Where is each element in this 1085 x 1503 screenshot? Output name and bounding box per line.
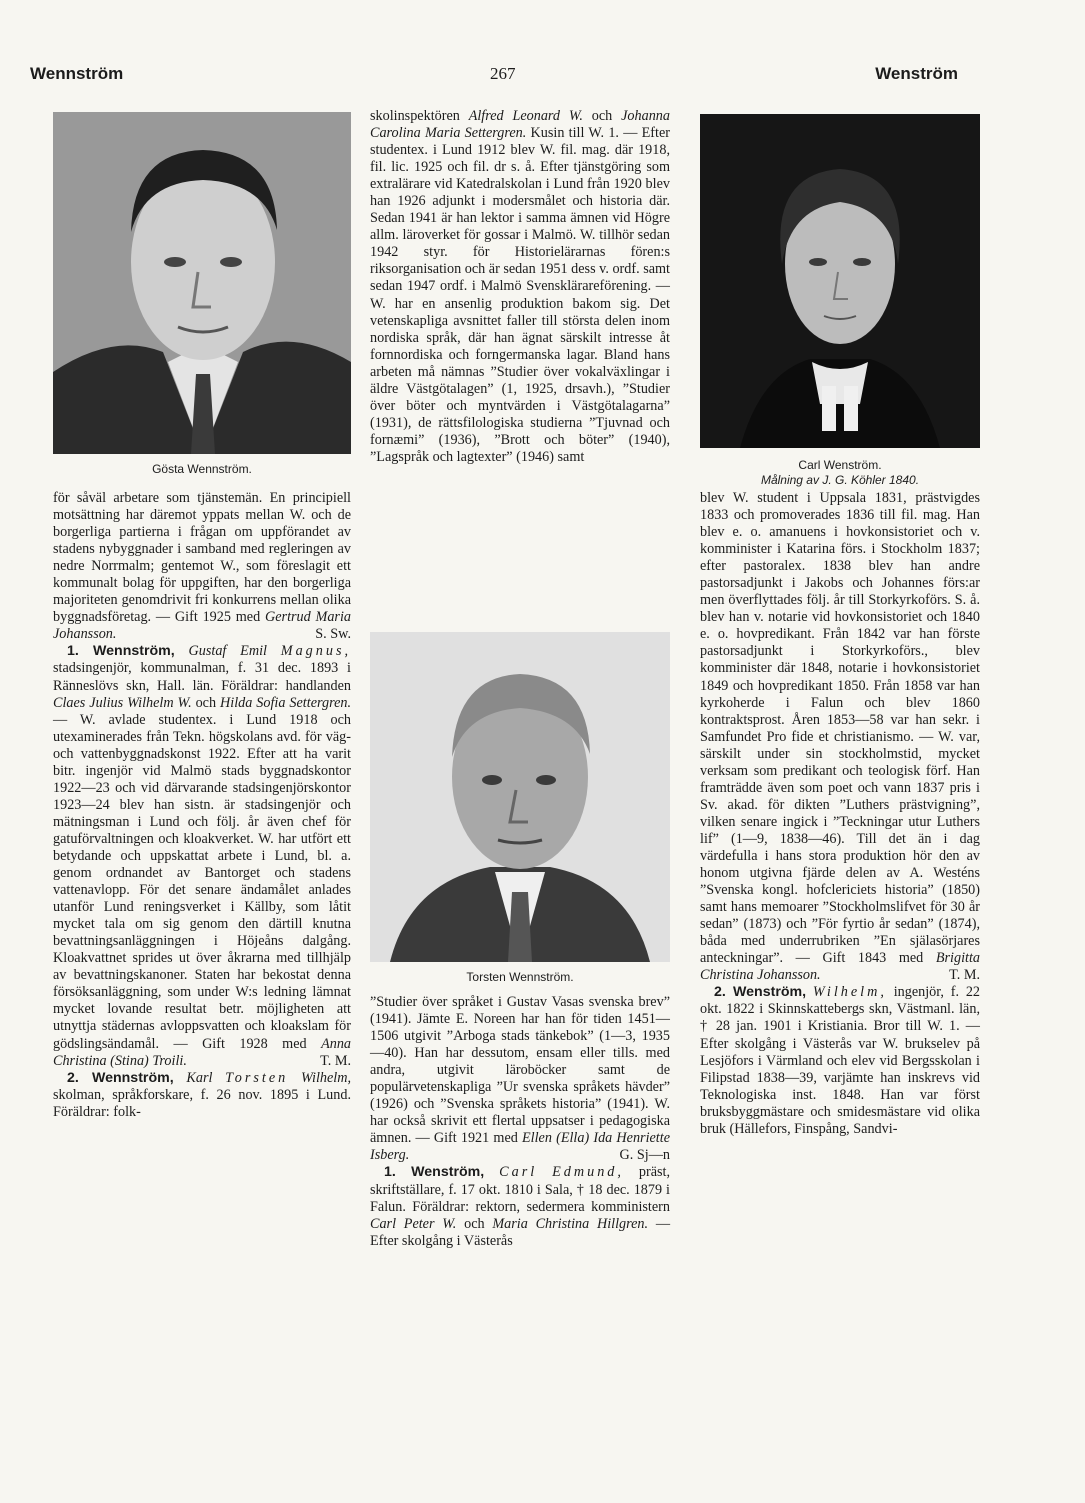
caption-carl (700, 458, 980, 488)
caption-torsten: Torsten Wennström. (466, 970, 574, 984)
running-head-left: Wennström (30, 64, 124, 83)
torsten-paragraph: skolinspektören Alfred Leonard W. och Johanna Carolina Maria Settergren. Kusin till W. 1. — Efter studentex. i Lund 1912 blev W. fil. mag. där 1918, fil. lic. 1925 och fil. dr s. å. Efter tjänstgöring som extralärare vid Katedralskolan i Lund från 1920 blev han 1926 adjunkt i modersmålet och historia där. Sedan 1941 är han lektor i samma ämnen vid Högre allm. läroverket för gossar i Malmö. W. tillhör sedan 1942 styr. för Historielärarnas fören:s riksorganisation och är sedan 1951 dess v. ordf. samt sedan 1947 ordf. i Malmö Svensklärareförening. — W. har en ansenlig produktion bakom sig. Det vetenskapliga avsnittet faller till största delen inom nordiska språk, där han ägnat särskilt intresse åt fornnordiska och forngermanska lagar. Bland hans arbeten må nämnas ”Studier över vokalväxlingar i äldre Västgötalagen” (1, 1925, drsavh.), ”Studier över böter och myntvärden i Västgötalagarna” (1931), de rättsfilologiska studierna ”Tjuvnad och fornæmi” (1936), ”Brott och böter” (1940), ”Lagspråk och lagtexter” (1946) samt (370, 108, 670, 465)
caption-carl-painter: Målning av J. G. Köhler 1840. (760, 473, 920, 487)
caption-gosta: Gösta Wennström. (152, 462, 252, 476)
entry-wilhelm-wenstrom: 2. Wenström, Wilhelm, ingenjör, f. 22 okt. 1822 i Skinnskattebergs skn, Västmanl. län, † 28 jan. 1901 i Kristiania. Bror till W. 1. — Efter skolgång i Västerås var W. brukselev på Lesjöfors i Värmland och elev vid Bergsskolan i Filipstad 1838—39, varjämte han inskrevs vid Teknologiska inst. 1848. Han var först bruksbyggmästare och smidesmästare vid olika bruk (Hällefors, Finspång, Sandvi- (700, 984, 981, 1137)
photo-gosta-wennstrom (53, 112, 351, 454)
photo-torsten-wennstrom (370, 632, 670, 962)
column-2-bottom (370, 994, 670, 1250)
torsten-paragraph-cont: ”Studier över språket i Gustav Vasas svenska brev” (1941). Jämte E. Noreen har han för tiden 1451—1506 utgivit ”Arboga stads tänkebok” (1—3, 1935—40). Han har dessutom, ensam eller tills. med andra, utgivit läroböcker samt de populärvetenskapliga ”Ur svenska språkets hävder” (1926) och ”Svenska språkets historia” (1941). W. har också skrivit ett flertal uppsatser i pedagogiska ämnen. — Gift 1921 med Ellen (Ella) Ida Henriette Isberg. G. Sj—n (370, 994, 670, 1164)
caption-carl-name: Carl Wenström. (798, 458, 882, 472)
page-number: 267 (490, 64, 516, 83)
column-2-top (370, 108, 670, 466)
entry-carl-wenstrom-start: 1. Wenström, Carl Edmund, präst, skriftställare, f. 17 okt. 1810 i Sala, † 18 dec. 1879 i Falun. Föräldrar: rektorn, sedermera komministern Carl Peter W. och Maria Christina Hillgren. — Efter skolgång i Västerås (370, 1164, 671, 1249)
carl-paragraph-cont: blev W. student i Uppsala 1831, prästvigdes 1833 och promoverades 1836 till fil. mag. Han blev e. o. amanuens i hovkonsistoriet och v. komminister i Katarina förs. i Stockholm 1837; efter pastoralex. 1838 blev han andre pastorsadjunkt i Jakobs och Johannes förs:ar men överflyttades följ. år till Storkyrkoförs. S. å. blev han v. notarie vid hovkonsistoriet och 1840 e. o. hovpredikant. Från 1842 var han förste pastorsadjunkt i Storkyrkoförs., blev komminister där 1848, notarie i hovkonsistoriet 1849 och hovpredikant 1850. Från 1858 var han kyrkoherde i Falun och blev 1860 kontraktsprost. Åren 1853—58 var han sekr. i Samfundet Pro fide et christianismo. — W. var, särskilt under sin stockholmstid, mycket verksam som predikant och teologisk förf. Han framträdde även som poet och vann 1837 pris i Sv. akad. för dikten ”Luthers prästvigning”, vilken senare ingick i ”Teckningar utur Luthers lif” (1—9, 1838—46). Till det än i dag värdefulla i hans stora produktion hör den av honom utgivna fjärde delen av A. Westéns ”Svenska kongl. hofclericiets historia” (1850) samt hans memoarer ”Stockholmslifvet för 30 år sedan” (1873) och ”För fyrtio år sedan” (1874), båda med underrubriken ”En själasörjares anteckningar”. — Gift 1843 med Brigitta Christina Johansson. T. M. (700, 490, 980, 984)
entry-gustaf-wennstrom: 1. Wennström, Gustaf Emil Magnus, stadsingenjör, kommunalman, f. 31 dec. 1893 i Ränneslövs skn, Hall. län. Föräldrar: handlanden Claes Julius Wilhelm W. och Hilda Sofia Settergren. — W. avlade studentex. i Lund 1918 och utexaminerades från Tekn. högskolans avd. för väg- och vattenbyggnadskonst 1922. Efter att ha varit bitr. ingenjör vid Malmö stads byggnadskontor 1922—23 och vid därvarande stadsingenjörskontor 1923—24 blev han sistn. är stadsingenjör och mätningsman i Lund och följ. år även chef för gatuförvaltningen och kloakverket. W. har utfört ett betydande och uppskattat arbete i Lund, bl. a. genom ordnandet av Bantorget och stadens vattenavlopp. För det senare ändamålet anlades utanför Lund reningsverket i Källby, som låtit mycket tala om sig genom den därtill knutna bevattningsanläggningen i Höjeåns dalgång. Kloakvattnet sprides ut över åkrarna med tillhjälp av bevattningskanoner. Staten har bekostat denna försöksanläggning, som under W:s ledning lämnat mycket lovande resultat betr. möjligheten att utnyttja städernas avloppsvatten och kloakslam för gödslingsändamål. — Gift 1928 med Anna Christina (Stina) Troili. T. M. (53, 643, 352, 1069)
entry-torsten-wennstrom-start: 2. Wennström, Karl Torsten Wilhelm, skolman, språkforskare, f. 26 nov. 1895 i Lund. Föräldrar: folk- (53, 1069, 352, 1120)
running-head-right: Wenström (875, 64, 958, 83)
column-3 (700, 490, 980, 1138)
photo-carl-wenstrom-painting (700, 114, 980, 448)
column-1 (53, 490, 351, 1121)
gosta-paragraph-end: för såväl arbetare som tjänstemän. En principiell motsättning har däremot yppats mellan W. och de borgerliga partierna i frågan om uppförandet av stadens nybyggnader i samband med regleringen av nedre Norrmalm; gentemot W., som föreslagit ett kommunalt bolag för uppgiften, har den borgerliga majoriteten genomdrivit fri konkurrens mellan olika byggnadsföretag. — Gift 1925 med Gertrud Maria Johansson. S. Sw. (53, 490, 351, 643)
